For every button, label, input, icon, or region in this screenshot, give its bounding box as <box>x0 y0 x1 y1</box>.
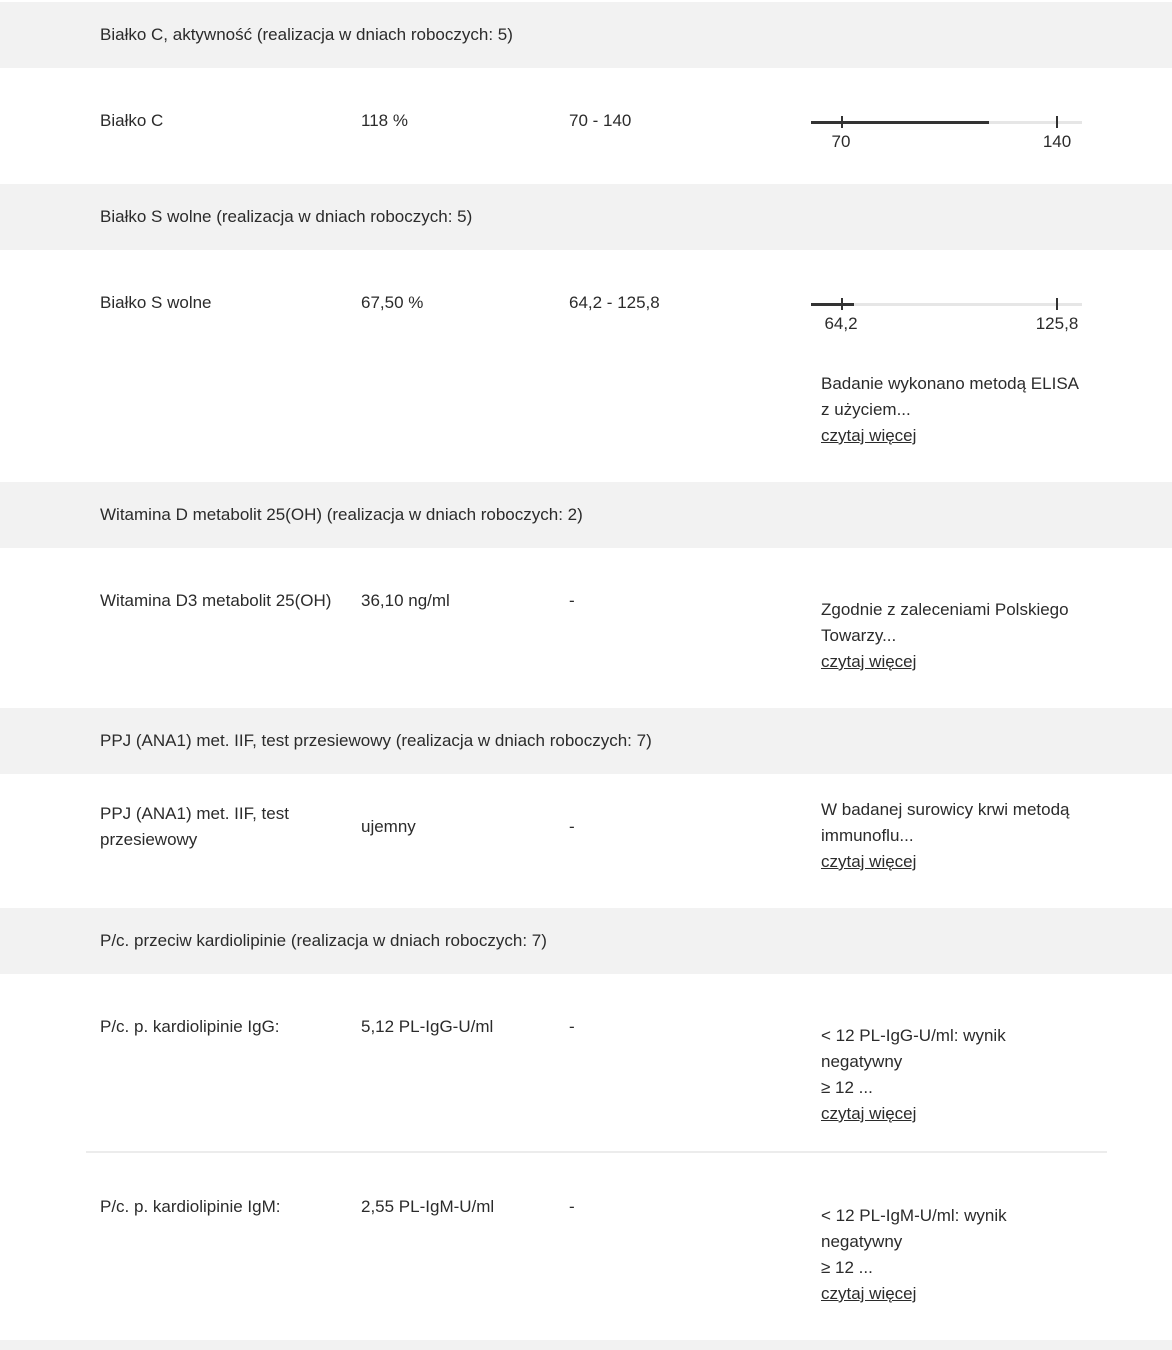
test-name-line: przesiewowy <box>100 830 198 849</box>
range-max-tick <box>1056 298 1058 310</box>
range-min-tick <box>841 298 843 310</box>
test-value: 2,55 PL-IgM-U/ml <box>361 1197 495 1216</box>
range-bar <box>811 293 1083 333</box>
interpretation-note <box>821 1023 1111 1127</box>
test-name: Białko S wolne <box>100 293 212 312</box>
note-line: Towarzy... <box>821 626 897 645</box>
note-line: negatywny <box>821 1052 903 1071</box>
test-reference: - <box>569 817 575 836</box>
section-title: PPJ (ANA1) met. IIF, test przesiewowy (realizacja w dniach roboczych: 7) <box>100 731 652 750</box>
range-max-tick <box>1056 116 1058 128</box>
note-line: W badanej surowicy krwi metodą <box>821 800 1070 819</box>
note-line: ≥ 12 ... <box>821 1078 873 1097</box>
range-fill <box>811 121 989 124</box>
read-more-link[interactable]: czytaj więcej <box>821 1284 917 1303</box>
row-divider <box>86 1151 1107 1153</box>
interpretation-note <box>821 597 1111 675</box>
section-title: P/c. przeciw kardiolipinie (realizacja w dniach roboczych: 7) <box>100 931 547 950</box>
test-value: 67,50 % <box>361 293 424 312</box>
note-line: Badanie wykonano metodą ELISA <box>821 374 1080 393</box>
test-name <box>100 801 355 853</box>
interpretation-note <box>821 371 1111 449</box>
range-bar <box>811 111 1083 151</box>
note-line: Zgodnie z zaleceniami Polskiego <box>821 600 1069 619</box>
range-min-label: 64,2 <box>824 314 858 333</box>
test-name: Witamina D3 metabolit 25(OH) <box>100 591 332 610</box>
read-more-link[interactable]: czytaj więcej <box>821 426 917 445</box>
range-fill <box>811 303 854 306</box>
range-max-label: 125,8 <box>1035 314 1079 333</box>
note-line: immunoflu... <box>821 826 914 845</box>
test-name-line: PPJ (ANA1) met. IIF, test <box>100 804 289 823</box>
note-line: < 12 PL-IgG-U/ml: wynik <box>821 1026 1006 1045</box>
range-min-tick <box>841 116 843 128</box>
interpretation-note <box>821 797 1111 875</box>
test-value: 118 % <box>361 111 408 130</box>
test-reference: - <box>569 1197 575 1216</box>
note-line: z użyciem... <box>821 400 911 419</box>
note-line: ≥ 12 ... <box>821 1258 873 1277</box>
section-title: Białko S wolne (realizacja w dniach roboczych: 5) <box>100 207 473 226</box>
next-section-header <box>0 1340 1172 1350</box>
test-reference: - <box>569 591 575 610</box>
section-header-witamina-d <box>0 482 1172 548</box>
section-header-bialko-c <box>0 2 1172 68</box>
note-line: negatywny <box>821 1232 903 1251</box>
test-value: ujemny <box>361 817 416 836</box>
range-max-label: 140 <box>1042 132 1072 151</box>
test-name: P/c. p. kardiolipinie IgG: <box>100 1017 280 1036</box>
section-header-bialko-s <box>0 184 1172 250</box>
range-min-label: 70 <box>831 132 851 151</box>
test-reference: 70 - 140 <box>569 111 632 130</box>
test-name: Białko C <box>100 111 164 130</box>
note-line: < 12 PL-IgM-U/ml: wynik <box>821 1206 1007 1225</box>
test-value: 36,10 ng/ml <box>361 591 450 610</box>
test-value: 5,12 PL-IgG-U/ml <box>361 1017 494 1036</box>
read-more-link[interactable]: czytaj więcej <box>821 652 917 671</box>
section-title: Białko C, aktywność (realizacja w dniach roboczych: 5) <box>100 25 513 44</box>
test-reference: 64,2 - 125,8 <box>569 293 660 312</box>
read-more-link[interactable]: czytaj więcej <box>821 1104 917 1123</box>
test-name: P/c. p. kardiolipinie IgM: <box>100 1197 281 1216</box>
section-title: Witamina D metabolit 25(OH) (realizacja w dniach roboczych: 2) <box>100 505 583 524</box>
interpretation-note <box>821 1203 1111 1307</box>
section-header-kardiolipina <box>0 908 1172 974</box>
test-reference: - <box>569 1017 575 1036</box>
section-header-ppj <box>0 708 1172 774</box>
read-more-link[interactable]: czytaj więcej <box>821 852 917 871</box>
